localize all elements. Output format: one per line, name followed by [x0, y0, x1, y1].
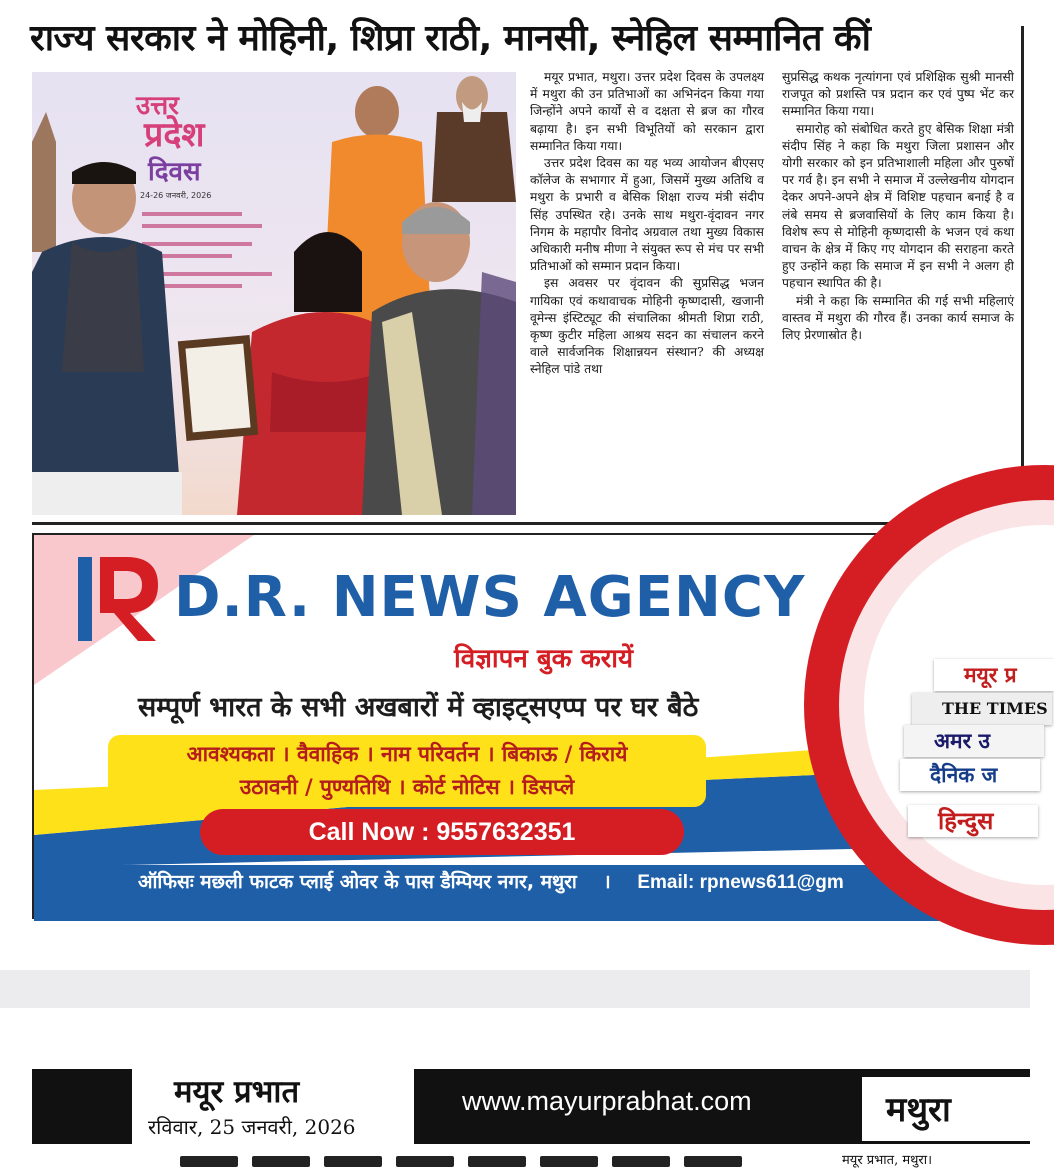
- col1-para-2: उत्तर प्रदेश दिवस का यह भव्य आयोजन बीएसए कॉलेज के सभागार में हुआ, जिसमें मुख्य अतिथि व मथुरा के प्रभारी व बेसिक शिक्षा राज्य मंत्री संदीप सिंह उपस्थित रहे। उनके साथ मथुरा-वृंदावन नगर निगम के महापौर विनोद अग्रवाल तथा मुख्य विकास अधिकारी मनीष मीणा ने संयुक्त रूप से मंच पर सभी प्रतिभाओं को सम्मान प्रदान किया।: [530, 156, 764, 274]
- paper-date: रविवार, 25 जनवरी, 2026: [148, 1115, 356, 1139]
- services-line-1: आवश्यकता । वैवाहिक । नाम परिवर्तन । बिकाऊ / किराये: [186, 742, 628, 766]
- paper-title: मयूर प्रभात: [174, 1074, 300, 1110]
- agency-advertisement: [32, 533, 1048, 919]
- website-link[interactable]: www.mayurprabhat.com: [462, 1086, 752, 1116]
- paper-hindustan: हिन्दुस: [908, 805, 1038, 837]
- contact-separator: ।: [603, 871, 611, 893]
- article-headline: राज्य सरकार ने मोहिनी, शिप्रा राठी, मानसी, स्नेहिल सम्मानित कीं: [30, 18, 871, 59]
- col2-para-1: सुप्रसिद्ध कथक नृत्यांगना एवं प्रशिक्षिक सुश्री मानसी राजपूत को प्रशस्ति पत्र प्रदान कर एवं पुष्प भेंट कर सम्मानित किया गया।: [782, 70, 1014, 119]
- banner-line1: उत्तर: [136, 91, 179, 121]
- paper-dainik: दैनिक ज: [900, 759, 1040, 791]
- city-name: मथुरा: [886, 1090, 951, 1130]
- cut-off-headline: [180, 1152, 820, 1163]
- ad-tagline: सम्पूर्ण भारत के सभी अखबारों में व्हाइट्सएप्प पर घर बैठे: [138, 692, 699, 723]
- paper-mayur: मयूर प्र: [934, 659, 1054, 691]
- agency-name: D.R. NEWS AGENCY: [174, 565, 806, 630]
- banner-line2: प्रदेश: [144, 115, 205, 155]
- office-address: ऑफिसः मछली फाटक प्लाई ओवर के पास डैम्पियर नगर, मथुरा: [138, 871, 577, 893]
- call-now-button[interactable]: Call Now : 9557632351: [200, 809, 684, 855]
- col1-para-1: मयूर प्रभात, मथुरा। उत्तर प्रदेश दिवस के उपलक्ष्य में मथुरा की उन प्रतिभाओं का अभिनंदन किया गया जिन्होंने अपने कार्यों से व दक्षता से ब्रज का गौरव बढ़ाया है। इन सभी विभूतियों को सरकान द्वारा सम्मानित किया गया।: [530, 70, 764, 153]
- article-column-2: [782, 69, 1014, 521]
- col1-para-3: इस अवसर पर वृंदावन की सुप्रसिद्ध भजन गायिका एवं कथावाचक मोहिनी कृष्णदासी, खजानी वूमेन्स इंस्टिट्यूट की संचालिका श्रीमती शिप्रा राठी, कृष्ण कुटीर महिला आश्रय सदन का संचालन करने वाले सार्वजनिक शिक्षान्नयन संस्थान? की अध्यक्ष स्नेहिल पांडे तथा: [530, 276, 764, 377]
- page-gap: [0, 970, 1030, 1008]
- header-black-block: [32, 1069, 132, 1144]
- banner-dates: 24-26 जनवरी, 2026: [140, 191, 212, 200]
- col2-para-2: समारोह को संबोधित करते हुए बेसिक शिक्षा मंत्री संदीप सिंह ने कहा कि मथुरा जिला प्रशासन और योगी सरकार को इन प्रतिभाशाली महिला और पुरुषों पर गर्व है। इन सभी ने समाज में उल्लेखनीय योगदान देकर अपने-अपने क्षेत्र में विशिष्ट पहचान बनाई है व लंबे समय से ब्रजवासियों के लिए काम किया है। विशेष रूप से मोहिनी कृष्णदासी के भजन एवं कथा वाचन के क्षेत्र में किए गए योगदान की सराहना करते हुए उन्होंने कहा कि समाज में इन सभी ने अलग ही पहचान स्थापित की है।: [782, 121, 1014, 291]
- paper-times: THE TIMES: [912, 693, 1052, 725]
- agency-logo-icon: [74, 553, 164, 645]
- book-ad-text: विज्ञापन बुक करायें: [454, 644, 634, 674]
- col2-para-3: मंत्री ने कहा कि सम्मानित की गई सभी महिलाएं वास्तव में मथुरा की गौरव हैं। उनका कार्य समाज के लिए प्रेरणास्रोत है।: [782, 293, 1014, 343]
- column-rule: [1021, 26, 1024, 512]
- ad-contact-line: [138, 868, 844, 894]
- event-photo: [32, 72, 516, 515]
- services-box: [108, 735, 706, 807]
- next-article-snippet: मयूर प्रभात, मथुरा।: [842, 1153, 933, 1168]
- article-column-1: [530, 69, 764, 521]
- services-line-2: उठावनी / पुण्यतिथि । कोर्ट नोटिस । डिसप्ले: [239, 775, 575, 799]
- email-text: Email: rpnews611@gm: [637, 872, 844, 893]
- paper-amar: अमर उ: [904, 725, 1044, 757]
- banner-line3: दिवस: [148, 157, 201, 187]
- section-divider: [32, 522, 1030, 525]
